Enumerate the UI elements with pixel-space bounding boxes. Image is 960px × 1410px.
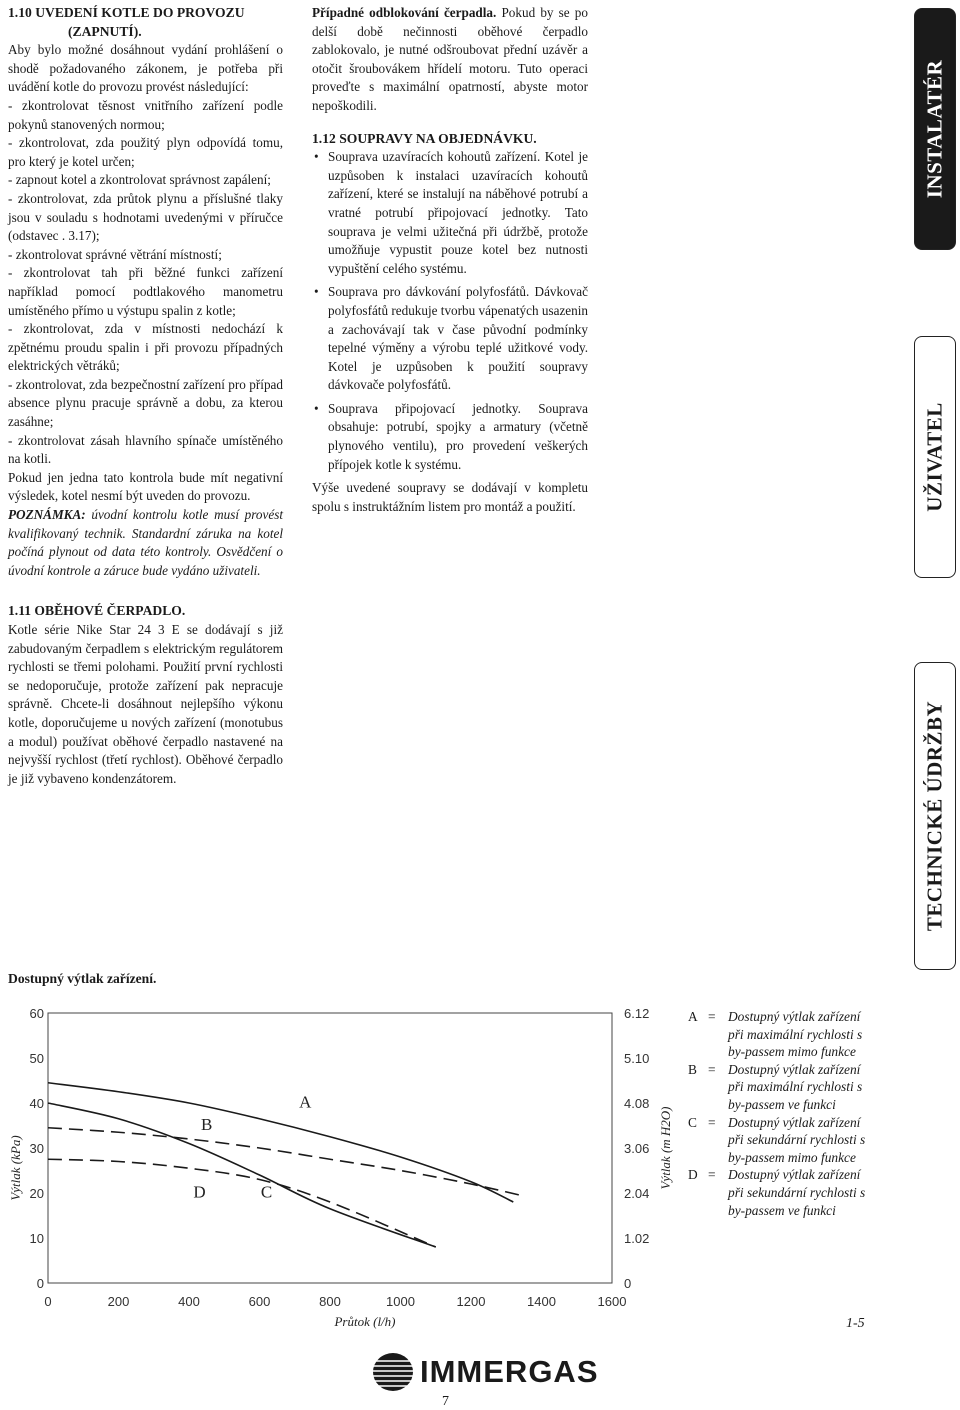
legend-key [688,1078,708,1096]
y2-tick-label: 4.08 [624,1096,650,1111]
legend-row [688,1043,888,1061]
legend-row [688,1184,888,1202]
legend-row [688,1149,888,1167]
x-axis-label: Průtok (l/h) [334,1314,396,1329]
legend-key [688,1096,708,1114]
legend-key [688,1149,708,1167]
legend-key: A [688,1009,698,1024]
y2-tick-label: 2.04 [624,1186,650,1201]
legend-key [688,1131,708,1149]
y-tick-label: 10 [29,1231,44,1246]
x-tick-label: 1400 [527,1294,556,1309]
curve-label: C [260,1182,273,1202]
legend-row [688,1166,888,1184]
y-tick-label: 40 [29,1096,44,1111]
legend-equals [708,1026,728,1044]
x-tick-label: 1000 [386,1294,415,1309]
checklist-item: - zkontrolovat, zda bezpečnostní zařízení pro případ absence plynu pracuje správně a dobu, za kterou zasáhne; [8,376,283,430]
x-tick-label: 1200 [456,1294,486,1309]
figure-number: 1-5 [846,1316,865,1331]
y-tick-label: 20 [29,1186,44,1201]
brand-name: IMMERGAS [420,1354,599,1389]
note-paragraph [8,506,283,580]
legend-equals [708,1096,728,1114]
tab-maintenance-label: TECHNICKÉ ÚDRŽBY [922,700,947,932]
note-label: POZNÁMKA: [8,507,86,523]
plot-frame [48,1013,612,1283]
legend-text: Dostupný výtlak zařízení [728,1167,861,1183]
legend-equals [708,1078,728,1096]
checklist-item: - zkontrolovat, zda průtok plynu a příslušné tlaky jsou v souladu s hodnotami uvedenými v příručce (odstavec . 3.17); [8,190,283,244]
curve-label: D [193,1182,206,1202]
y-tick-label: 30 [29,1141,44,1156]
section-1-11-text: Kotle série Nike Star 24 3 E se dodávají s již zabudovaným čerpadlem s elektrickým regulátorem rychlosti se třemi polohami. Použití první rychlosti se nedoporučuje, protože zařízení pak nepracuje správně. Chcete-li dosáhnout nejlepšího výkonu kotle, doporučujeme u nových zařízení (monotubus a modul) používat oběhové čerpadlo nastavené na nejvyšší rychlost (třetí rychlost). Oběhové čerpadlo je již vybaveno kondenzátorem. [8,622,283,786]
tab-installer-label: INSTALATÉR [922,59,947,199]
section-1-10-intro: Aby bylo možné dosáhnout vydání prohlášení o shodě požadovaného zákonem, je potřeba při uvádění kotle do provozu provést následující: [8,42,283,95]
legend-row [688,1096,888,1114]
checklist-item: - zkontrolovat tah při běžné funkci zařízení například pomocí podtlakového manometru umístěného přímo u výstupu spalin z kotle; [8,265,283,318]
series-d-line [48,1159,436,1247]
y2-tick-label: 0 [624,1276,632,1291]
legend-text: Dostupný výtlak zařízení [728,1061,861,1077]
legend-row [688,1008,888,1026]
y-tick-label: 50 [29,1051,44,1066]
legend-equals [708,1131,728,1149]
checklist-item: - zkontrolovat, zda v místnosti nedochází k zpětnému proudu spalin i při provozu případných elektrických větráků; [8,321,283,374]
legend-equals [708,1043,728,1061]
note-text: úvodní kontrolu kotle musí provést kvalifikovaný technik. Standardní záruka na kotel počíná plynout od data této kontroly. Osvědčení o úvodní kontrole a záruce bude vydáno uživateli. [8,507,283,578]
logo-mark-icon [372,1352,414,1392]
kit-text: Souprava uzavíracích kohoutů zařízení. Kotel je uzpůsoben k instalaci uzavíracích kohoutů zařízení, které se instalují na náběhové potrubí a vratné potrubí připojovací jednotky. Tato souprava je velmi užitečná při údržbě, protože umožňuje vypustit pouze kotel bez nutnosti vypuštění celého systému. [328,149,588,276]
chart-legend [688,1008,888,1219]
y2-tick-label: 1.02 [624,1231,650,1246]
y-tick-label: 60 [29,1006,44,1021]
legend-text: by-passem ve funkci [728,1202,836,1218]
section-1-12-title: 1.12 SOUPRAVY NA OBJEDNÁVKU. [312,130,537,146]
legend-equals [708,1202,728,1220]
unblock-paragraph [312,4,588,116]
kit-list-item [312,283,588,395]
x-tick-label: 1600 [597,1294,627,1309]
right-column [312,4,588,516]
legend-equals [708,1149,728,1167]
legend-row [688,1026,888,1044]
legend-text: by-passem mimo funkce [728,1044,856,1060]
x-tick-label: 400 [178,1294,200,1309]
legend-equals [708,1184,728,1202]
legend-key [688,1043,708,1061]
y-tick-label: 0 [36,1276,44,1291]
legend-text: by-passem ve funkci [728,1096,836,1112]
tab-user[interactable] [914,336,956,578]
legend-row [688,1078,888,1096]
legend-text: při sekundární rychlosti s [728,1132,866,1148]
x-tick-label: 0 [44,1294,52,1309]
legend-text: při maximální rychlosti s [728,1079,863,1095]
legend-key [688,1026,708,1044]
legend-equals: = [708,1061,716,1077]
bullet-icon: • [314,149,319,165]
y2-tick-label: 3.06 [624,1141,650,1156]
page-number: 7 [442,1394,449,1409]
legend-row [688,1114,888,1132]
checklist-item: - zapnout kotel a zkontrolovat správnost zapálení; [8,172,271,188]
kit-list [312,148,588,474]
bullet-icon: • [314,400,319,416]
unblock-text: Pokud by se po delší době nečinnosti oběhové čerpadlo zablokovalo, je nutné odšroubovat přední uzávěr a otočit šroubovákem hřídelí motoru. Tuto operaci proveďte s maximální opatrností, abyste motor nepoškodili. [312,5,588,113]
legend-text: při sekundární rychlosti s [728,1184,866,1200]
section-1-11-title: 1.11 OBĚHOVÉ ČERPADLO. [8,603,186,619]
tab-installer[interactable] [914,8,956,250]
left-column [8,4,283,788]
checklist-item: - zkontrolovat, zda použitý plyn odpovídá tomu, pro který je kotel určen; [8,135,283,169]
legend-text: Dostupný výtlak zařízení [728,1009,861,1024]
tab-maintenance[interactable] [914,662,956,970]
legend-key [688,1184,708,1202]
legend-row [688,1131,888,1149]
curve-label: A [299,1092,312,1112]
kit-text: Souprava připojovací jednotky. Souprava obsahuje: potrubí, spojky a armatury (včetně plynového ventilu), pro provedení veškerých přípojek kotle k systému. [328,400,588,472]
pump-head-chart [0,995,690,1340]
series-a-line [48,1083,513,1202]
checklist-item: - zkontrolovat správné větrání místností; [8,246,222,262]
y2-tick-label: 6.12 [624,1006,650,1021]
x-tick-label: 600 [248,1294,271,1309]
y2-axis-label: Výtlak (m H2O) [658,1106,673,1190]
x-tick-label: 200 [107,1294,130,1309]
immergas-logo [372,1352,599,1392]
bullet-icon: • [314,284,319,300]
checklist [8,97,283,469]
legend-equals: = [708,1009,716,1024]
legend-row [688,1202,888,1220]
chart-title: Dostupný výtlak zařízení. [8,971,157,986]
y-axis-label: Výtlak (kPa) [8,1135,23,1201]
y2-tick-label: 5.10 [624,1051,650,1066]
legend-key: D [688,1167,698,1183]
kit-text: Souprava pro dávkování polyfosfátů. Dávkovač polyfosfátů redukuje tvorbu vápenatých usazenin a zachovávají tak v čase původní podmínky tepelné výměny a výrobu teplé užitkové vody. Kotel je uzpůsoben k použití soupravy dávkovače polyfosfátů. [328,284,589,393]
unblock-title: Případné odblokování čerpadla. [312,5,497,20]
checklist-item: - zkontrolovat těsnost vnitřního zařízení podle pokynů stanovených normou; [8,97,283,132]
checklist-item: - zkontrolovat zásah hlavního spínače umístěného na kotli. [8,432,283,467]
legend-text: Dostupný výtlak zařízení [728,1114,861,1130]
section-1-10-title: 1.10 UVEDENÍ KOTLE DO PROVOZU [8,5,245,20]
section-1-10-outro: Pokud jen jedna tato kontrola bude mít negativní výsledek, kotel nesmí být uveden do provozu. [8,469,283,504]
legend-key: B [688,1061,697,1077]
section-1-10-title-cont: (ZAPNUTÍ). [68,23,142,39]
legend-equals: = [708,1167,716,1183]
x-tick-label: 800 [319,1294,341,1309]
legend-key [688,1202,708,1220]
kits-outro: Výše uvedené soupravy se dodávají v kompletu spolu s instruktážním listem pro montáž a použití. [312,480,588,514]
curve-label: B [200,1115,213,1134]
legend-text: by-passem mimo funkce [728,1149,856,1165]
legend-text: při maximální rychlosti s [728,1026,863,1042]
kit-list-item [312,148,588,278]
legend-equals: = [708,1114,716,1130]
legend-row [688,1061,888,1079]
legend-key: C [688,1114,697,1130]
tab-user-label: UŽIVATEL [922,402,947,512]
kit-list-item [312,400,588,474]
